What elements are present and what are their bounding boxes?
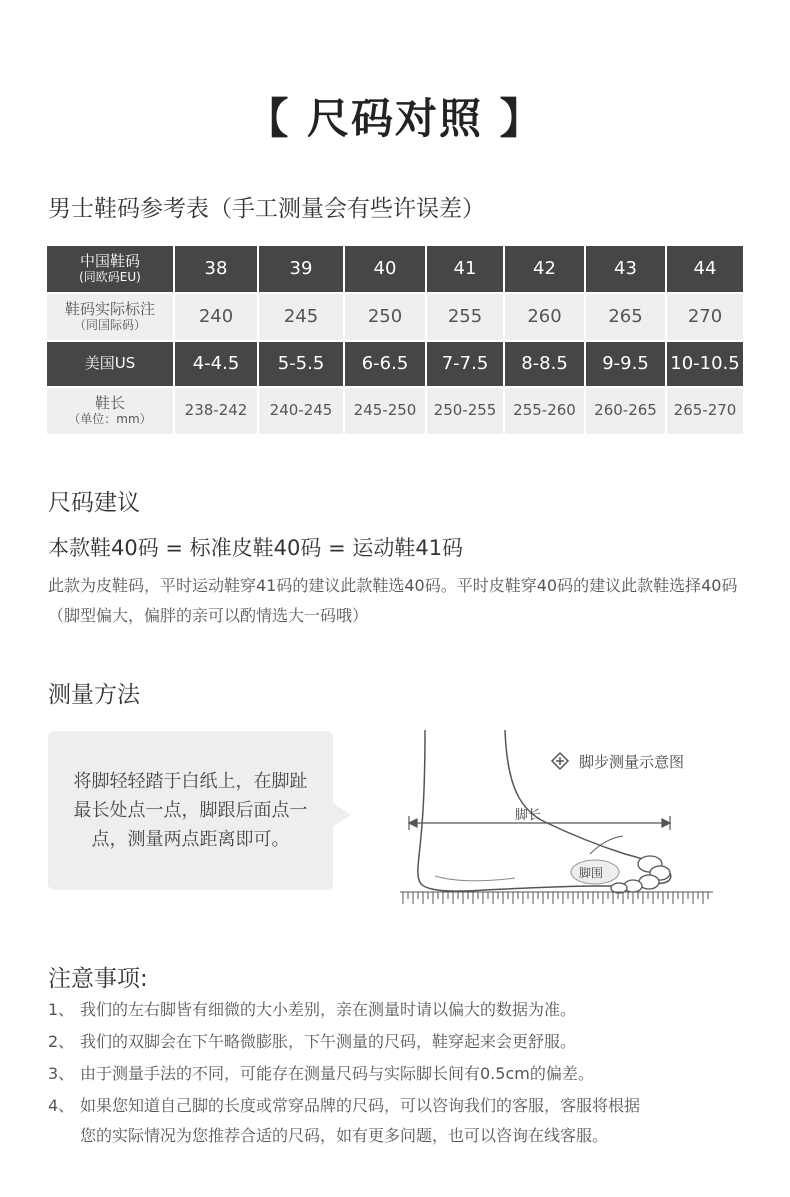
note-text: 我们的左右脚皆有细微的大小差别，亲在测量时请以偏大的数据为准。: [80, 1000, 577, 1019]
table-cell: 7-7.5: [426, 341, 504, 387]
table-cell: 255: [426, 293, 504, 341]
table-cell: 245: [258, 293, 344, 341]
table-cell: 240-245: [258, 387, 344, 435]
row-header-us-size: [47, 341, 174, 387]
table-cell: 245-250: [344, 387, 426, 435]
table-cell: 8-8.5: [504, 341, 585, 387]
table-cell: 270: [666, 293, 744, 341]
table-row: [47, 293, 744, 341]
measure-heading: 测量方法: [48, 682, 140, 708]
diamond-icon: [552, 753, 568, 769]
table-cell: 44: [666, 246, 744, 293]
toes: [611, 856, 670, 893]
list-item: [48, 996, 768, 1024]
table-cell: 255-260: [504, 387, 585, 435]
row-label: 中国鞋码: [79, 252, 140, 271]
table-cell: 39: [258, 246, 344, 293]
table-cell: 42: [504, 246, 585, 293]
instruction-bubble: [48, 731, 333, 890]
instruction-text: 将脚轻轻踏于白纸上，在脚趾最长处点一点，脚跟后面点一点，测量两点距离即可。: [73, 771, 308, 850]
foot-length-label: 脚长: [515, 808, 542, 823]
table-cell: 9-9.5: [585, 341, 666, 387]
table-cell: 260-265: [585, 387, 666, 435]
table-cell: 6-6.5: [344, 341, 426, 387]
table-heading: 男士鞋码参考表（手工测量会有些许误差）: [48, 196, 485, 222]
note-text: 您的实际情况为您推荐合适的尺码，如有更多问题，也可以咨询在线客服。: [80, 1126, 609, 1145]
list-item-continuation: [48, 1122, 768, 1150]
notes-heading: 注意事项:: [48, 966, 148, 992]
note-number: 1、: [48, 1000, 75, 1019]
page-title: 【 尺码对照 】: [246, 94, 544, 143]
row-label: 美国US: [84, 354, 136, 373]
row-sublabel: （同国际码）: [73, 317, 146, 332]
note-number: 2、: [48, 1032, 75, 1051]
table-cell: 250: [344, 293, 426, 341]
table-cell: 265-270: [666, 387, 744, 435]
size-table: [47, 246, 745, 436]
note-number: 4、: [48, 1096, 75, 1115]
row-label: 鞋码实际标注: [64, 300, 155, 319]
recommendation-heading: 尺码建议: [48, 490, 140, 516]
row-sublabel: （单位：mm）: [68, 411, 152, 426]
row-header-foot-length: [47, 387, 174, 435]
table-cell: 5-5.5: [258, 341, 344, 387]
row-header-cn-size: [47, 246, 174, 293]
list-item: [48, 1092, 768, 1120]
foot-girth-label: 脚围: [579, 866, 604, 880]
notes-list: [48, 996, 768, 1150]
row-label: 鞋长: [94, 394, 125, 413]
table-cell: 41: [426, 246, 504, 293]
table-row: [47, 246, 744, 293]
row-header-label-size: [47, 293, 174, 341]
recommendation-main: 本款鞋40码 = 标准皮鞋40码 = 运动鞋41码: [48, 536, 464, 560]
table-cell: 4-4.5: [174, 341, 258, 387]
table-cell: 260: [504, 293, 585, 341]
table-cell: 240: [174, 293, 258, 341]
table-row: [47, 341, 744, 387]
recommendation-desc: 此款为皮鞋码，平时运动鞋穿41码的建议此款鞋选40码。平时皮鞋穿40码的建议此款鞋选择40码（脚型偏大，偏胖的亲可以酌情选大一码哦）: [48, 576, 738, 625]
note-number: 3、: [48, 1064, 75, 1083]
note-text: 我们的双脚会在下午略微膨胀，下午测量的尺码，鞋穿起来会更舒服。: [80, 1032, 577, 1051]
list-item: [48, 1060, 768, 1088]
table-cell: 250-255: [426, 387, 504, 435]
diagram-title: 脚步测量示意图: [579, 753, 685, 771]
table-cell: 40: [344, 246, 426, 293]
list-item: [48, 1028, 768, 1056]
note-text: 如果您知道自己脚的长度或常穿品牌的尺码，可以咨询我们的客服，客服将根据: [80, 1096, 641, 1115]
row-sublabel: (同欧码EU): [79, 269, 141, 284]
note-text: 由于测量手法的不同，可能存在测量尺码与实际脚长间有0.5cm的偏差。: [80, 1064, 594, 1083]
ruler: [400, 892, 713, 904]
table-row: [47, 387, 744, 435]
table-cell: 10-10.5: [666, 341, 744, 387]
table-cell: 38: [174, 246, 258, 293]
table-cell: 43: [585, 246, 666, 293]
table-cell: 265: [585, 293, 666, 341]
foot-measure-diagram: [395, 726, 725, 911]
table-cell: 238-242: [174, 387, 258, 435]
